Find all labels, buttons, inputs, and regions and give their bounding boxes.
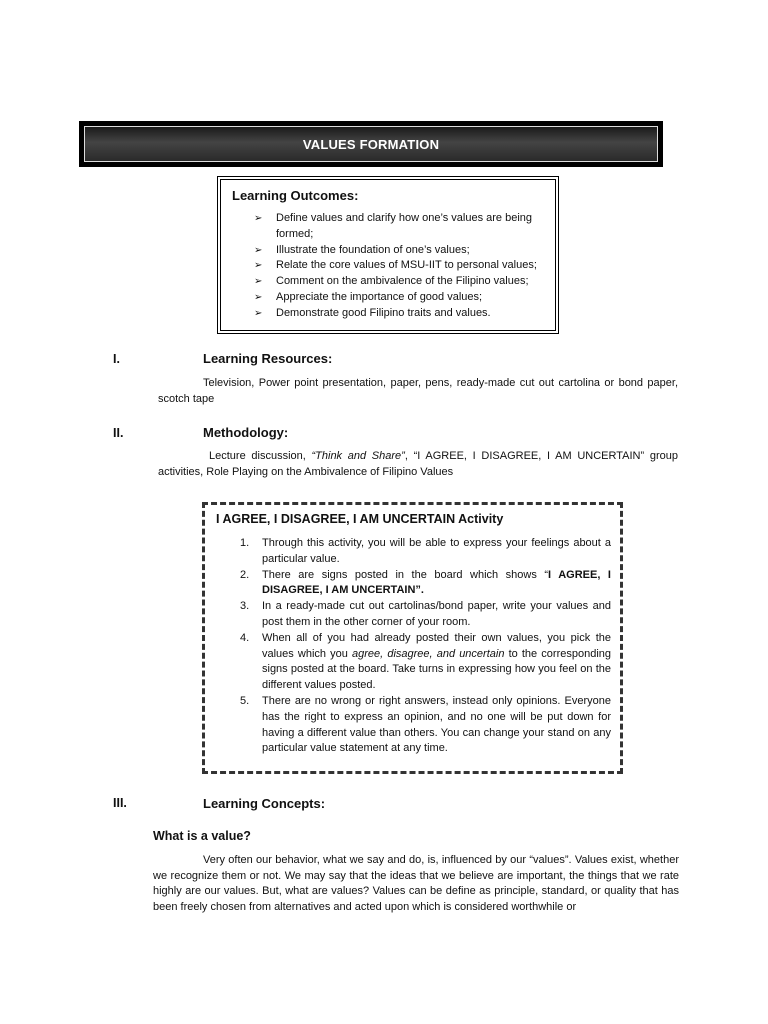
activity-item-italic: agree, disagree, and uncertain bbox=[352, 647, 505, 660]
activity-item-text: There are signs posted in the board which shows “ bbox=[262, 568, 549, 581]
outcome-item bbox=[254, 306, 545, 322]
activity-item-text: When all of you had already posted their own values, you pick the values which you bbox=[262, 631, 611, 660]
section-number-concepts: III. bbox=[113, 796, 127, 810]
activity-item-number: 3. bbox=[240, 600, 250, 613]
methodology-text-part: , “I AGREE, I DISAGREE, I AM UNCERTAIN” group activities, Role Playing on the Ambivalence of Filipino Values bbox=[158, 450, 678, 478]
activity-item-number: 5. bbox=[240, 694, 250, 707]
outcome-item bbox=[254, 243, 545, 259]
outcome-text: Illustrate the foundation of one’s values; bbox=[276, 243, 470, 256]
learning-outcomes-box bbox=[217, 176, 559, 334]
outcome-text: Relate the core values of MSU-IIT to personal values; bbox=[276, 259, 537, 272]
concepts-text: Very often our behavior, what we say and do, is, influenced by our “values”. Values exist, whether we recognize them or not. We may say that the ideas that we believe are important, the things that we rate highly are our values. But, what are values? Values can be define as principle, standard, or quality that has been freely chosen from alternatives and acted upon which is considered worthwhile or bbox=[153, 854, 679, 913]
activity-item-text: to the corresponding signs posted at the board. Take turns in expressing how you feel on the different values posted. bbox=[262, 647, 611, 692]
resources-text: Television, Power point presentation, paper, pens, ready-made cut out cartolina or bond paper, scotch tape bbox=[158, 377, 678, 405]
arrow-bullet-icon: ➢ bbox=[254, 291, 263, 303]
activity-item bbox=[216, 631, 611, 694]
outcome-text: Comment on the ambivalence of the Filipino values; bbox=[276, 275, 529, 288]
arrow-bullet-icon: ➢ bbox=[254, 276, 263, 288]
arrow-bullet-icon: ➢ bbox=[254, 213, 263, 224]
outcome-item bbox=[254, 211, 545, 243]
outcome-text: Demonstrate good Filipino traits and values. bbox=[276, 306, 491, 319]
section-number-methodology: II. bbox=[113, 426, 124, 440]
methodology-text-italic: “Think and Share” bbox=[311, 450, 405, 462]
arrow-bullet-icon: ➢ bbox=[254, 244, 263, 256]
outcome-item bbox=[254, 274, 545, 290]
activity-item-text: There are no wrong or right answers, instead only opinions. Everyone has the right to express an opinion, and no one will be put down for having a different value than others. You can change your stand on any particular value statement at any time. bbox=[262, 694, 611, 755]
outcome-item bbox=[254, 290, 545, 306]
activity-item bbox=[216, 536, 611, 568]
activity-item bbox=[216, 694, 611, 757]
activity-box bbox=[202, 502, 623, 774]
activity-title: I AGREE, I DISAGREE, I AM UNCERTAIN Activity bbox=[216, 512, 504, 526]
learning-outcomes-list bbox=[232, 211, 545, 322]
methodology-text-part: Lecture discussion, bbox=[209, 450, 312, 462]
section-title-resources: Learning Resources: bbox=[203, 351, 333, 366]
arrow-bullet-icon: ➢ bbox=[254, 307, 263, 319]
activity-item bbox=[216, 568, 611, 600]
outcome-text: Appreciate the importance of good values; bbox=[276, 290, 483, 303]
activity-item-number: 1. bbox=[240, 537, 250, 549]
section-title-methodology: Methodology: bbox=[203, 425, 289, 440]
activity-item-number: 4. bbox=[240, 631, 250, 644]
activity-item-number: 2. bbox=[240, 568, 250, 581]
arrow-bullet-icon: ➢ bbox=[254, 260, 263, 272]
learning-outcomes-title: Learning Outcomes: bbox=[232, 188, 359, 203]
methodology-text bbox=[158, 449, 678, 480]
activity-item bbox=[216, 599, 611, 631]
activity-item-text: Through this activity, you will be able to express your feelings about a particular value. bbox=[262, 537, 611, 565]
page-title: VALUES FORMATION bbox=[302, 136, 440, 152]
title-banner bbox=[79, 121, 663, 167]
outcome-item bbox=[254, 258, 545, 274]
outcome-text: Define values and clarify how one’s values are being formed; bbox=[276, 212, 533, 240]
subheading-what-is-value: What is a value? bbox=[153, 829, 251, 843]
section-title-concepts: Learning Concepts: bbox=[203, 796, 326, 811]
section-number-resources: I. bbox=[113, 352, 120, 366]
title-banner-inner bbox=[84, 126, 658, 162]
activity-item-text: In a ready-made cut out cartolinas/bond paper, write your values and post them in the other corner of your room. bbox=[262, 600, 611, 628]
activity-item-bold: I AGREE, I DISAGREE, I AM UNCERTAIN”. bbox=[262, 568, 611, 597]
learning-outcomes-inner bbox=[220, 179, 556, 331]
activity-list bbox=[216, 536, 611, 757]
